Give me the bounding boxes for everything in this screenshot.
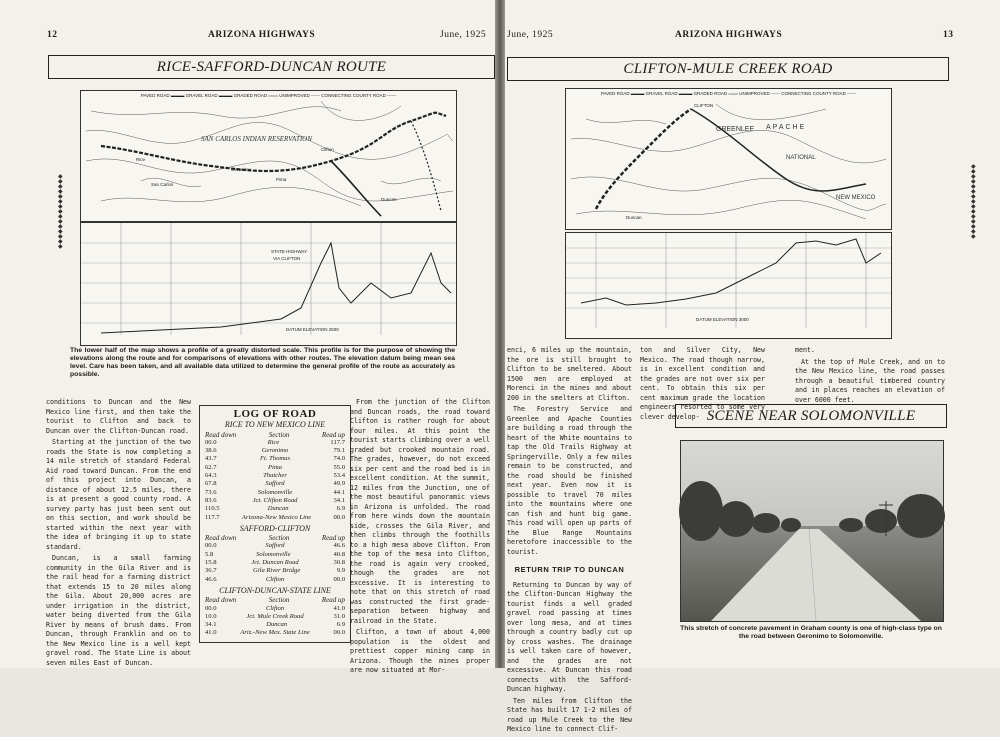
log-row <box>205 576 345 584</box>
profile-label-via-clifton: VIA CLIFTON <box>273 256 301 261</box>
left-col1-para-2: Starting at the junction of the two roads the State is now completing a 14 mile stretch of standard Federal Aid road toward Duncan. From the end of this project into Duncan, a distance of about 12.5 miles, there is at present a good county road. A survey party has just been sent out on this section, and work should be started within the next year with the idea of bringing it up to state standard. <box>46 438 191 551</box>
log-cell-section: Gila River Bridge <box>253 567 301 575</box>
road-photo-image <box>681 441 943 621</box>
log-cell-section: Thatcher <box>263 472 287 480</box>
log-header-cell: Section <box>268 534 290 543</box>
right-map-legend: PAVED ROAD ▬▬▬ GRAVEL ROAD ▬▬▬ GRADED ROAD ═══ UNIMPROVED ------ CONNECTING COUNTY ROAD ------ <box>600 91 857 96</box>
log-sections <box>205 421 345 637</box>
left-page-number: 12 <box>47 30 58 40</box>
map-label-reservation: SAN CARLOS INDIAN RESERVATION <box>201 135 312 143</box>
log-header-row <box>205 431 345 439</box>
log-cell-down: 34.1 <box>205 621 217 629</box>
map-label-clifton-r: CLIFTON <box>694 103 714 108</box>
log-cell-up: 41.0 <box>333 604 345 612</box>
right-col3-para-1: ment. <box>795 346 815 354</box>
log-cell-up: 9.9 <box>336 567 345 575</box>
map-label-apache: APACHE <box>766 124 807 131</box>
return-trip-title: RETURN TRIP TO DUNCAN <box>514 565 625 574</box>
left-route-map <box>80 90 457 222</box>
log-cell-down: 64.3 <box>205 472 217 480</box>
log-row <box>205 480 345 488</box>
log-header-cell: Read down <box>205 596 237 605</box>
log-cell-down: 38.6 <box>205 447 217 455</box>
log-cell-up: 44.1 <box>333 488 345 496</box>
log-cell-down: 117.7 <box>205 513 220 521</box>
log-row <box>205 455 345 463</box>
left-map-caption: The lower half of the map shows a profile of a greatly distorted scale. This profile is for the purpose of showing the elevations along the route and for comparisons of elevations with other routes. The elevation datum being mean sea level. Care has been taken, and all available data utilized to determine the general profile of the route as accurately as possible. <box>70 347 455 378</box>
map-label-national: NATIONAL <box>786 155 816 161</box>
log-section-title: CLIFTON-DUNCAN-STATE LINE <box>219 585 331 595</box>
log-cell-section: Jct. Clifton Road <box>252 496 298 504</box>
left-issue-date: June, 1925 <box>440 30 487 40</box>
log-header-row <box>205 596 345 604</box>
log-cell-up: 46.6 <box>333 542 345 550</box>
log-cell-section: Ariz.-New Mex. State Line <box>240 629 310 637</box>
log-cell-up: 55.0 <box>333 463 345 471</box>
log-title: LOG OF ROAD <box>233 408 317 420</box>
log-cell-section: Ft. Thomas <box>259 455 291 463</box>
log-cell-down: 43.7 <box>205 455 217 463</box>
log-row <box>205 559 345 567</box>
right-issue-date: June, 1925 <box>507 30 554 40</box>
map-label-duncan-r: Duncan <box>626 215 642 220</box>
left-elevation-profile <box>80 222 457 346</box>
scene-title <box>675 404 947 428</box>
photo-caption: This stretch of concrete pavement in Graham county is one of high-class type on the road between Geronimo to Solomonville. <box>680 625 942 640</box>
scene-title-text: SCENE NEAR SOLOMONVILLE <box>706 408 916 424</box>
log-header-cell: Section <box>268 430 290 439</box>
left-column-1 <box>46 398 191 670</box>
log-cell-section: Jct. Mule Creek Road <box>246 612 304 620</box>
log-row <box>205 551 345 559</box>
log-cell-down: 73.6 <box>205 488 217 496</box>
log-row <box>205 514 345 522</box>
log-cell-section: Jct. Duncan Road <box>251 559 299 567</box>
log-section-title: SAFFORD-CLIFTON <box>239 523 311 533</box>
right-magazine-title: ARIZONA HIGHWAYS <box>675 30 783 40</box>
log-cell-up: 53.4 <box>333 472 345 480</box>
log-row <box>205 447 345 455</box>
book-spine <box>495 0 505 668</box>
map-label-duncan: Duncan <box>381 197 397 202</box>
log-cell-up: 40.8 <box>333 550 345 558</box>
log-cell-section: Safford <box>265 542 285 550</box>
log-cell-down: 110.5 <box>205 505 220 513</box>
log-cell-up: 117.7 <box>330 438 345 446</box>
log-header-cell: Read down <box>205 430 237 439</box>
log-cell-up: 6.9 <box>336 505 345 513</box>
log-row <box>205 605 345 613</box>
left-col1-para-1: conditions to Duncan and the New Mexico line first, and then take the tourist to Clifton and back to Duncan over the Clifton-Duncan road. <box>46 398 191 435</box>
log-row <box>205 629 345 637</box>
log-cell-down: 36.7 <box>205 567 217 575</box>
log-cell-section: Safford <box>265 480 285 488</box>
log-of-road-box <box>199 405 351 643</box>
log-header-cell: Read up <box>321 534 345 543</box>
log-cell-section: Rice <box>267 438 280 446</box>
profile-label-state-highway: STATE HIGHWAY <box>271 249 308 254</box>
map-label-greenlee: GREENLEE <box>716 126 755 133</box>
right-elevation-profile <box>565 232 892 339</box>
left-col3-para-1: From the junction of the Clifton and Duncan roads, the road toward Clifton is rather rough for about four miles. At this point the tourist starts climbing over a well graded but crooked mountain road. The grades, however, do not exceed six per cent and the road bed is in excellent condition. At the summit, 12 miles from the Junction, one of the most beautiful panoramic views in Arizona is unfolded. The road from here winds down the mountain side, crosses the Gila River, and then climbs through the foothills to a high mesa above Clifton. From the top of the mesa into Clifton, the road is again very crooked, though the grades are not excessive. It is interesting to note that on this stretch of road was constructed the first grade-separation between highway and railroad in the State. <box>350 398 490 625</box>
solomonville-road-photo <box>680 440 944 622</box>
log-cell-section: Duncan <box>266 621 288 629</box>
log-cell-up: 79.1 <box>333 447 345 455</box>
left-col3-para-2: Clifton, a town of about 4,000 population is the oldest and prettiest copper mining camp in Arizona. Though the mines proper are now situated at Mor- <box>350 628 490 674</box>
log-cell-down: 00.0 <box>205 604 217 612</box>
right-col2-para-1: ton and Silver City, New Mexico. The road though narrow, is in excellent condition and the grades are not over six per cent. To obtain this six per cent maximum grade the location engineers resorted to some very clever develop- <box>640 346 765 421</box>
log-header-row <box>205 534 345 542</box>
log-cell-up: 30.8 <box>333 559 345 567</box>
right-column-1 <box>507 346 632 737</box>
right-page <box>505 0 1000 733</box>
log-row <box>205 542 345 550</box>
right-col1b-para-2: Ten miles from Clifton the State has built 17 1-2 miles of road up Mule Creek to the New Mexico line to connect Clif- <box>507 696 632 733</box>
log-section-title: RICE TO NEW MEXICO LINE <box>224 420 326 430</box>
right-page-number: 13 <box>943 30 954 40</box>
left-profile-chart <box>81 223 456 345</box>
right-map-drawing <box>566 89 891 229</box>
log-row <box>205 472 345 480</box>
log-row <box>205 497 345 505</box>
log-header-cell: Read up <box>321 596 345 605</box>
log-cell-down: 10.0 <box>205 612 217 620</box>
right-col1b-para-1: Returning to Duncan by way of the Clifton-Duncan Highway the tourist finds a well graded gravel road passing at times over long mesa, and at times through a country badly cut up by cross washes. The drainage is well taken care of however, and the grades are not excessive. At Duncan this road connects with the Safford-Duncan highway. <box>507 580 632 693</box>
left-route-title-text: RICE-SAFFORD-DUNCAN ROUTE <box>156 59 387 75</box>
log-cell-up: 31.0 <box>333 612 345 620</box>
log-cell-up: 49.9 <box>333 480 345 488</box>
log-cell-section: Solomonville <box>256 550 291 558</box>
log-cell-up: 00.0 <box>333 513 345 521</box>
log-cell-up: 34.1 <box>333 496 345 504</box>
left-map-legend: PAVED ROAD ▬▬▬ GRAVEL ROAD ▬▬▬ GRADED ROAD ═══ UNIMPROVED ------ CONNECTING COUNTY ROAD ------ <box>140 93 397 98</box>
right-col1-para-2: The Forestry Service and Greenlee and Apache Counties are building a road through the heart of the White mountains to tap the Old Trails Highway at Springerville. Only a few miles remain to be constructed, and the road should be finished next year. Even now it is possible to travel 70 miles into the mountains where one can fish and hunt big game. This road will open up parts of the Blue Range Mountains heretofore inaccessible to the tourist. <box>507 405 632 556</box>
left-col1-para-3: Duncan, is a small farming community in the Gila River and is the rail head for a farming district that extends 15 to 20 miles along the Gila. About 20,000 acres are under irrigation in the district, water being diverted from the Gila River by means of brush dams. From Duncan, through Franklin and on to the New Mexico line is a well kept gravel road. The State Line is about seven miles East of Duncan. <box>46 554 191 667</box>
log-cell-down: 5.8 <box>205 550 214 558</box>
left-column-3 <box>350 398 490 678</box>
map-label-rice: Rice <box>136 157 146 162</box>
right-route-title-text: CLIFTON-MULE CREEK ROAD <box>623 61 833 77</box>
log-row <box>205 613 345 621</box>
log-header-cell: Read down <box>205 534 237 543</box>
map-label-new-mexico: NEW MEXICO <box>836 195 876 201</box>
log-row <box>205 464 345 472</box>
log-cell-up: 74.0 <box>333 455 345 463</box>
left-map-drawing <box>81 91 456 221</box>
log-row <box>205 439 345 447</box>
log-cell-section: Clifton <box>265 575 285 583</box>
left-margin-dots: ◆ ◆ ◆ ◆ ◆ ◆ ◆ ◆ ◆ ◆ ◆ ◆ ◆ ◆ ◆ <box>58 174 63 250</box>
log-cell-section: Geronimo <box>261 447 289 455</box>
map-label-geronimo: Geronimo <box>231 167 251 172</box>
log-cell-down: 62.7 <box>205 463 217 471</box>
log-cell-down: 15.8 <box>205 559 217 567</box>
log-cell-down: 00.0 <box>205 542 217 550</box>
map-label-clifton: Clifton <box>321 147 334 152</box>
left-page <box>0 0 495 674</box>
left-magazine-title: ARIZONA HIGHWAYS <box>208 30 316 40</box>
log-cell-down: 83.6 <box>205 496 217 504</box>
log-row <box>205 505 345 513</box>
log-cell-up: 00.0 <box>333 575 345 583</box>
right-column-3 <box>795 346 945 407</box>
right-col1-para-1: enci, 6 miles up the mountain, the ore is still brought to Clifton to be smeltered. About 1500 men are employed at Morenci in the mines and about 200 in the smelters at Clifton. <box>507 346 632 402</box>
log-row <box>205 489 345 497</box>
right-col3-para-2: At the top of Mule Creek, and on to the New Mexico line, the road passes through a beautiful timbered country and in places reaches an elevation of over 6000 feet. <box>795 357 945 404</box>
log-header-cell: Section <box>268 596 290 605</box>
log-row <box>205 621 345 629</box>
right-margin-dots: ◆ ◆ ◆ ◆ ◆ ◆ ◆ ◆ ◆ ◆ ◆ ◆ ◆ ◆ ◆ <box>971 164 976 240</box>
map-label-san-carlos: San Carlos <box>151 182 174 187</box>
log-cell-section: Pima <box>268 463 282 471</box>
log-row <box>205 567 345 575</box>
log-cell-section: Clifton <box>265 604 285 612</box>
right-route-map <box>565 88 892 230</box>
log-cell-down: 41.0 <box>205 629 217 637</box>
log-cell-down: 00.0 <box>205 438 217 446</box>
profile-label-datum: DATUM ELEVATION 2500 <box>286 327 339 332</box>
map-label-pima: Pima <box>276 177 287 182</box>
left-route-title <box>48 55 495 79</box>
right-route-title <box>507 57 949 81</box>
log-header-cell: Read up <box>321 430 345 439</box>
log-cell-section: Duncan <box>267 505 289 513</box>
log-cell-up: 6.9 <box>336 621 345 629</box>
profile-label-datum-r: DATUM ELEVATION 3000 <box>696 317 749 322</box>
log-cell-up: 00.0 <box>333 629 345 637</box>
log-cell-section: Solomonville <box>257 488 293 496</box>
log-cell-section: Arizona-New Mexico Line <box>241 513 312 521</box>
right-profile-chart <box>566 233 891 338</box>
log-cell-down: 46.6 <box>205 575 217 583</box>
log-cell-down: 67.8 <box>205 480 217 488</box>
